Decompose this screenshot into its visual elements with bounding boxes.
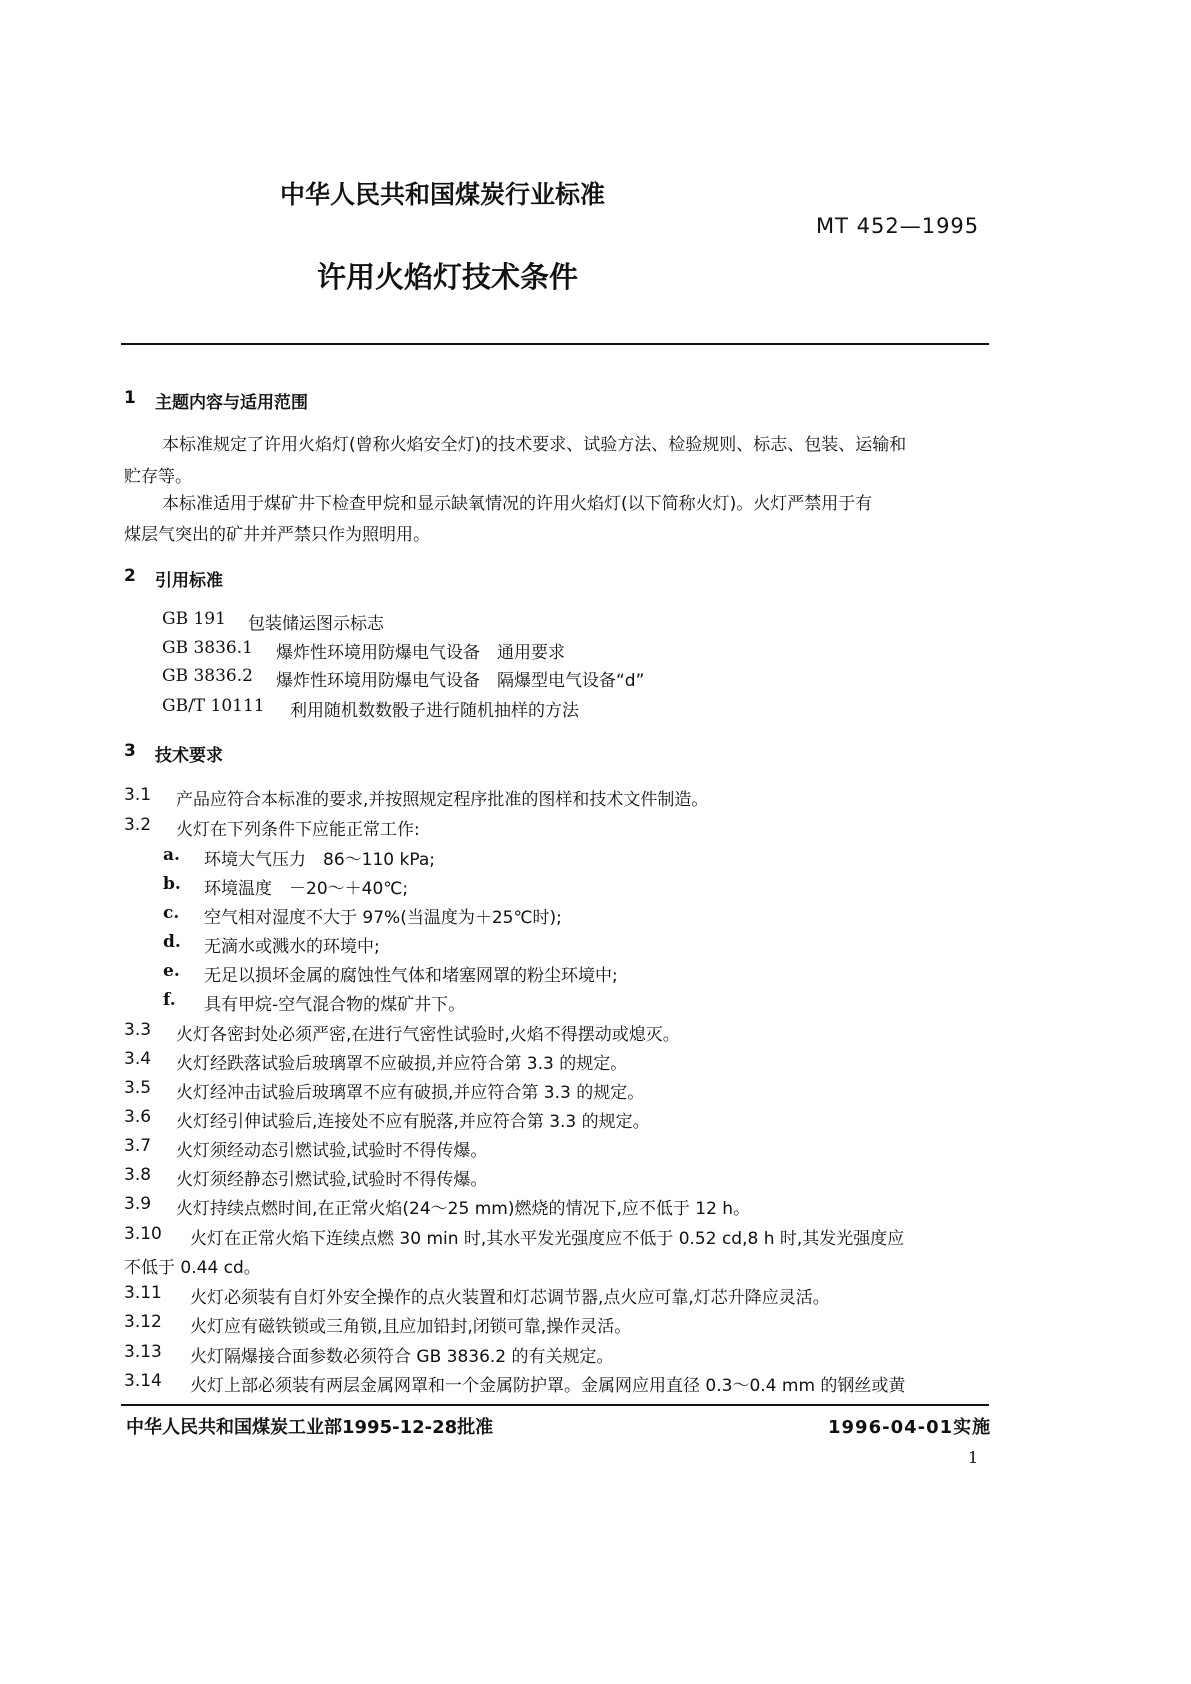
sub-item-text: 环境大气压力 86～110 kPa; — [204, 850, 435, 870]
section-3-number: 3 — [124, 741, 136, 761]
sub-item-text: 环境温度 －20～＋40℃; — [204, 879, 409, 899]
clause-text: 火灯持续点燃时间,在正常火焰(24～25 mm)燃烧的情况下,应不低于 12 h。 — [176, 1199, 751, 1219]
clause-text: 火灯必须装有自灯外安全操作的点火装置和灯芯调节器,点火应可靠,灯芯升降应灵活。 — [190, 1288, 830, 1308]
clause-text: 火灯各密封处必须严密,在进行气密性试验时,火焰不得摆动或熄灭。 — [176, 1025, 680, 1045]
sub-item-letter: a. — [163, 845, 180, 865]
clause-number: 3.5 — [124, 1078, 152, 1098]
paragraph-text: 本标准规定了许用火焰灯(曾称火焰安全灯)的技术要求、试验方法、检验规则、标志、包装、运输和 — [162, 435, 907, 455]
sub-item-letter: d. — [163, 932, 181, 952]
reference-title: 利用随机数数骰子进行随机抽样的方法 — [290, 701, 579, 721]
clause-text: 火灯上部必须装有两层金属网罩和一个金属防护罩。金属网应用直径 0.3～0.4 mm 的钢丝或黄 — [190, 1376, 906, 1396]
clause-number: 3.1 — [124, 785, 152, 805]
clause-number: 3.14 — [124, 1371, 162, 1391]
paragraph-text: 本标准适用于煤矿井下检查甲烷和显示缺氧情况的许用火焰灯(以下简称火灯)。火灯严禁用于有 — [162, 494, 873, 514]
clause-text: 火灯在正常火焰下连续点燃 30 min 时,其水平发光强度应不低于 0.52 cd,8 h 时,其发光强度应 — [190, 1229, 905, 1249]
clause-number: 3.11 — [124, 1283, 162, 1303]
reference-title: 爆炸性环境用防爆电气设备 通用要求 — [276, 643, 565, 663]
section-3-title: 技术要求 — [155, 746, 223, 766]
section-1-number: 1 — [124, 388, 136, 408]
paragraph-text: 贮存等。 — [124, 467, 192, 487]
document-title: 许用火焰灯技术条件 — [317, 260, 579, 294]
clause-number: 3.12 — [124, 1312, 162, 1332]
reference-code: GB 3836.2 — [162, 666, 253, 686]
org-title: 中华人民共和国煤炭行业标准 — [280, 180, 606, 209]
reference-code: GB 3836.1 — [162, 638, 253, 658]
sub-item-letter: e. — [163, 961, 180, 981]
sub-item-text: 无滴水或溅水的环境中; — [204, 937, 380, 957]
section-1-title: 主题内容与适用范围 — [155, 393, 308, 413]
clause-number: 3.7 — [124, 1136, 152, 1156]
clause-number: 3.6 — [124, 1107, 152, 1127]
footer-divider — [121, 1404, 989, 1406]
sub-item-letter: b. — [163, 874, 181, 894]
clause-number: 3.3 — [124, 1020, 152, 1040]
reference-title: 爆炸性环境用防爆电气设备 隔爆型电气设备“d” — [276, 671, 645, 691]
clause-text: 火灯隔爆接合面参数必须符合 GB 3836.2 的有关规定。 — [190, 1347, 614, 1367]
page-number: 1 — [968, 1448, 979, 1467]
clause-text: 火灯须经静态引燃试验,试验时不得传爆。 — [176, 1170, 488, 1190]
section-2-number: 2 — [124, 566, 136, 586]
clause-text: 火灯在下列条件下应能正常工作: — [176, 820, 420, 840]
clause-number: 3.10 — [124, 1224, 162, 1244]
sub-item-text: 具有甲烷-空气混合物的煤矿井下。 — [204, 995, 466, 1015]
reference-code: GB/T 10111 — [162, 696, 265, 716]
sub-item-letter: f. — [163, 990, 176, 1010]
clause-text: 火灯经引伸试验后,连接处不应有脱落,并应符合第 3.3 的规定。 — [176, 1112, 650, 1132]
reference-code: GB 191 — [162, 609, 226, 629]
sub-item-text: 空气相对湿度不大于 97%(当温度为＋25℃时); — [204, 908, 562, 928]
clause-number: 3.2 — [124, 815, 152, 835]
clause-text: 产品应符合本标准的要求,并按照规定程序批准的图样和技术文件制造。 — [176, 790, 709, 810]
section-2-title: 引用标准 — [155, 571, 223, 591]
clause-text-continued: 不低于 0.44 cd。 — [124, 1258, 261, 1278]
effective-date: 1996-04-01实施 — [828, 1417, 992, 1438]
clause-text: 火灯经冲击试验后玻璃罩不应有破损,并应符合第 3.3 的规定。 — [176, 1083, 645, 1103]
sub-item-letter: c. — [163, 903, 180, 923]
clause-text: 火灯须经动态引燃试验,试验时不得传爆。 — [176, 1141, 488, 1161]
reference-title: 包装储运图示标志 — [248, 614, 384, 634]
standard-number: MT 452—1995 — [816, 214, 980, 238]
sub-item-text: 无足以损坏金属的腐蚀性气体和堵塞网罩的粉尘环境中; — [204, 966, 618, 986]
clause-number: 3.9 — [124, 1194, 152, 1214]
paragraph-text: 煤层气突出的矿井并严禁只作为照明用。 — [124, 525, 430, 545]
clause-number: 3.13 — [124, 1342, 162, 1362]
approval-line: 中华人民共和国煤炭工业部1995-12-28批准 — [126, 1417, 494, 1438]
clause-text: 火灯经跌落试验后玻璃罩不应破损,并应符合第 3.3 的规定。 — [176, 1054, 628, 1074]
header-divider — [121, 343, 989, 345]
clause-number: 3.8 — [124, 1165, 152, 1185]
clause-text: 火灯应有磁铁锁或三角锁,且应加铅封,闭锁可靠,操作灵活。 — [190, 1317, 632, 1337]
clause-number: 3.4 — [124, 1049, 152, 1069]
